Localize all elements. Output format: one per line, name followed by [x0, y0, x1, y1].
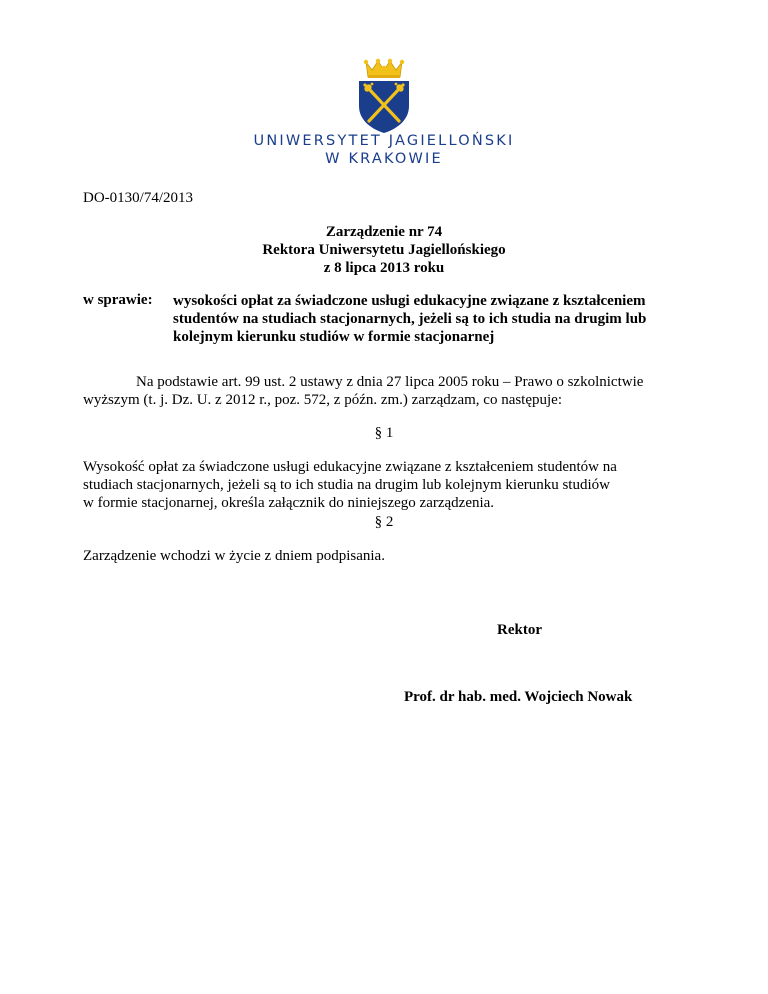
paragraph-line: Zarządzenie wchodzi w życie z dniem podpisania. — [83, 548, 385, 564]
section-1-heading: § 1 — [374, 425, 394, 441]
paragraph-line: Na podstawie art. 99 ust. 2 ustawy z dnia 27 lipca 2005 roku – Prawo o szkolnictwie — [136, 374, 644, 390]
subject-line: studentów na studiach stacjonarnych, jeżeli są to ich studia na drugim lub — [173, 311, 647, 327]
paragraph-line: wyższym (t. j. Dz. U. z 2012 r., poz. 572, z późn. zm.) zarządzam, co następuje: — [83, 392, 563, 408]
paragraph-line: Wysokość opłat za świadczone usługi edukacyjne związane z kształceniem studentów na — [83, 459, 617, 475]
document-issuer: Rektora Uniwersytetu Jagiellońskiego — [262, 242, 506, 258]
document-date: z 8 lipca 2013 roku — [323, 260, 445, 276]
subject-line: wysokości opłat za świadczone usługi edukacyjne związane z kształceniem — [173, 293, 646, 309]
paragraph-line: w formie stacjonarnej, określa załącznik do niniejszego zarządzenia. — [83, 495, 495, 511]
section-2-heading: § 2 — [374, 514, 394, 530]
crown-icon — [364, 59, 404, 78]
legal-basis-paragraph — [83, 373, 685, 409]
subject-text — [173, 292, 685, 346]
signer-role: Rektor — [497, 622, 542, 638]
university-crest-icon — [354, 58, 414, 134]
signer-name: Prof. dr hab. med. Wojciech Nowak — [404, 689, 633, 705]
paragraph-line: studiach stacjonarnych, jeżeli są to ich studia na drugim lub kolejnym kierunku studiów — [83, 477, 610, 493]
document-number: DO-0130/74/2013 — [83, 190, 193, 206]
subject-label: w sprawie: — [83, 292, 153, 308]
document-title: Zarządzenie nr 74 — [325, 224, 443, 240]
university-city: W KRAKOWIE — [325, 151, 443, 167]
section-2-paragraph — [83, 547, 685, 565]
section-1-paragraph — [83, 458, 685, 512]
subject-line: kolejnym kierunku studiów w formie stacjonarnej — [173, 329, 495, 345]
university-name: UNIWERSYTET JAGIELLOŃSKI — [253, 133, 515, 149]
